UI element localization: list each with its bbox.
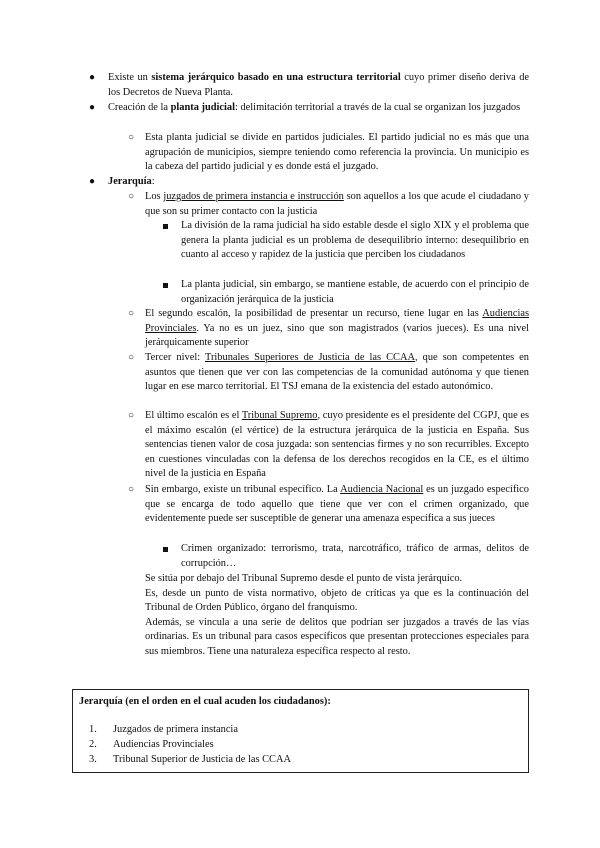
circle-bullet: ○ (128, 308, 135, 319)
list-text: Tribunal Superior de Justicia de las CCAA (113, 753, 291, 765)
item-juzgados-primera-instancia (145, 190, 529, 219)
bullet-marker: ● (89, 72, 96, 83)
audiencia-nacional-notes (145, 572, 529, 660)
text: , cuyo presidente es el presidente del CGPJ, que es el máximo escalón (el vértice) de la estructura jerárquica de la justicia en España. Sus sentencias tienen valor de cosa juzgada: son sentencias firmes y no son recurribles. Excepto en cuestiones vinculadas con la defensa de los derechos recogidos en la CE, es el último nivel de la justicia en España (145, 410, 529, 480)
item-tribunales-superiores (145, 351, 529, 395)
text: son aquellos a los que acude el ciudadano y que son su primer contacto con la justicia (145, 191, 529, 217)
bullet-marker: ● (89, 102, 96, 113)
jerarquia-list (89, 723, 291, 767)
text: . Ya no es un juez, sino que son magistrados (varios jueces). Es una nivel jerárquicamente superior (145, 322, 529, 349)
text: : (151, 176, 155, 187)
text: : delimitación territorial a través de la cual se organizan los juzgados (235, 102, 521, 113)
circle-bullet: ○ (128, 191, 135, 202)
bold-term: sistema jerárquico basado en una estructura territorial (151, 72, 401, 83)
item-jerarquia-heading (108, 175, 529, 190)
circle-bullet: ○ (128, 352, 135, 363)
item-planta-judicial (108, 101, 529, 116)
text: Tercer nivel: (145, 352, 205, 363)
underlined-term: juzgados de primera instancia e instrucción (163, 191, 344, 202)
text: Se sitúa por debajo del Tribunal Supremo desde el punto de vista jerárquico. (145, 573, 463, 584)
jerarquia-summary-box (72, 689, 529, 773)
item-planta-estable (181, 278, 529, 307)
circle-bullet: ○ (128, 484, 135, 495)
text: Es, desde un punto de vista normativo, objeto de críticas ya que es la continuación del Tribunal de Orden Público, órgano del franquismo. (145, 587, 529, 614)
list-item (89, 753, 291, 768)
list-number: 3. (89, 753, 97, 765)
text: Crimen organizado: terrorismo, trata, narcotráfico, tráfico de armas, delitos de corrupción… (181, 543, 529, 569)
bold-term: planta judicial (170, 102, 235, 113)
text: , que son competentes en asuntos que tienen que ver con las competencias de la comunidad autónoma y que tienen lugar en ese marco territorial. El TSJ emana de la existencia del estado autonómico. (145, 352, 529, 393)
item-crimen-organizado (181, 542, 529, 571)
underlined-term: Tribunal Supremo (241, 410, 318, 421)
text: La planta judicial, sin embargo, se mantiene estable, de acuerdo con el principio de organización jerárquica de la justicia (181, 279, 529, 305)
underlined-term: Audiencia Nacional (340, 484, 424, 495)
underlined-term: Audiencias Provinciales (145, 308, 529, 334)
circle-bullet: ○ (128, 410, 135, 421)
item-tribunal-supremo (145, 409, 529, 482)
text: Existe un (108, 72, 152, 83)
text: cuyo primer diseño deriva de los Decretos de Nueva Planta. (108, 72, 529, 98)
text: Creación de la (108, 102, 171, 113)
circle-bullet: ○ (128, 132, 135, 143)
bullet-marker: ● (89, 176, 96, 187)
text: El último escalón es el (145, 410, 242, 421)
list-item (89, 738, 291, 753)
item-division-rama-judicial (181, 219, 529, 263)
bold-term: Jerarquía (108, 176, 152, 187)
item-audiencias-provinciales (145, 307, 529, 351)
box-title: Jerarquía (en el orden en el cual acuden los ciudadanos): (79, 696, 331, 707)
list-number: 2. (89, 738, 97, 750)
square-bullet (163, 220, 168, 235)
text: El segundo escalón, la posibilidad de presentar un recurso, tiene lugar en las (145, 308, 483, 319)
square-bullet (163, 279, 168, 294)
item-partidos-judiciales (145, 131, 529, 175)
square-bullet (163, 543, 168, 558)
text: La división de la rama judicial ha sido estable desde el siglo XIX y el problema que genera la planta judicial es un problema de desequilibrio interno: desequilibrio en cuanto al acceso y rapidez de la justicia que perciben los ciudadanos (181, 220, 529, 261)
text: es un juzgado específico que se encarga de todo aquello que tiene que ver con el crimen organizado, que evidentemente puede ser susceptible de generar una amenaza específica a sus jueces (145, 484, 529, 525)
list-text: Juzgados de primera instancia (113, 724, 238, 735)
list-item (89, 723, 291, 738)
item-sistema-jerarquico (108, 71, 529, 100)
text: Esta planta judicial se divide en partidos judiciales. El partido judicial no es más que una agrupación de municipios, siempre teniendo como referencia la provincia. Un municipio es la cabeza del partido judicial y es donde está el juzgado. (145, 132, 529, 173)
text: Los (145, 191, 164, 202)
list-text: Audiencias Provinciales (113, 738, 214, 750)
text: Además, se vincula a una serie de delitos que podrían ser juzgados a través de las vías ordinarias. Es un tribunal para casos específicos que presentan protecciones especiales para sus miembros. Tiene una naturaleza específica respecto al resto. (145, 616, 529, 657)
underlined-term: Tribunales Superiores de Justicia de las CCAA (204, 352, 415, 363)
item-audiencia-nacional (145, 483, 529, 527)
text: Sin embargo, existe un tribunal específico. La (145, 484, 341, 495)
list-number: 1. (89, 724, 97, 735)
